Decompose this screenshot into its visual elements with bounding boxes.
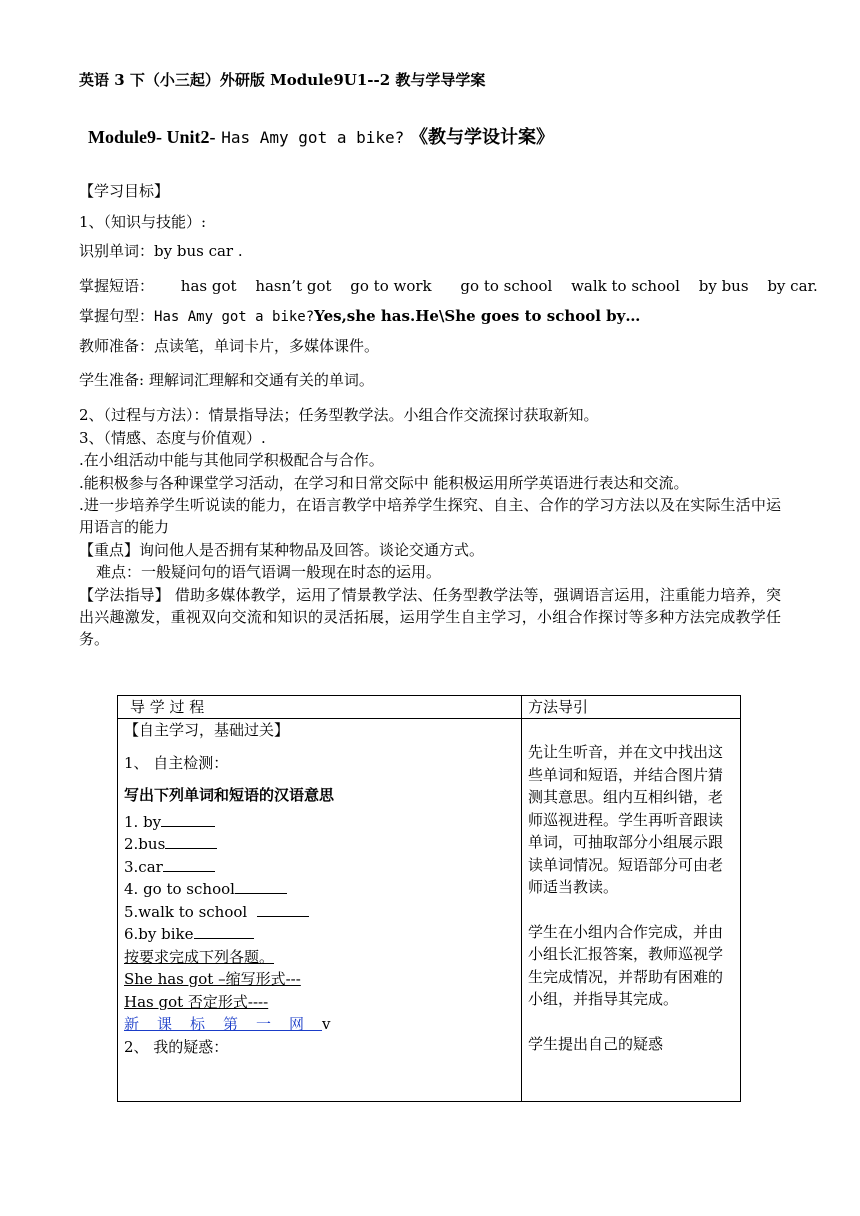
task-item: She has got –缩写形式--- xyxy=(124,970,301,988)
task-item: Has got 否定形式---- xyxy=(124,992,269,1011)
doubts-heading: 2、 我的疑惑： xyxy=(124,1037,229,1056)
objectives-heading: 【学习目标】 xyxy=(79,182,170,200)
table-header-process: 导 学 过 程 xyxy=(118,696,522,719)
answer-blank[interactable] xyxy=(161,812,215,827)
exercise-item: 1. by xyxy=(124,811,515,834)
link-line: 新课标第一网v xyxy=(124,1015,331,1033)
table-header-row xyxy=(118,696,741,719)
method-cell xyxy=(521,719,740,1102)
method-guide-text: 学生在小组内合作完成，并由小组长汇报答案，教师巡视学生完成情况，并帮助有困难的小组，并指导其完成。 xyxy=(527,922,723,1008)
exercise-item: 2.bus xyxy=(124,833,515,856)
answer-blank[interactable] xyxy=(163,857,215,872)
student-prep: 学生准备: 理解词汇理解和交通有关的单词。 xyxy=(79,371,374,389)
phrase: by bus xyxy=(698,277,749,295)
watermark-link[interactable]: 新课标第一网 xyxy=(124,1015,323,1033)
knowledge-heading: 1、（知识与技能）: xyxy=(79,213,207,231)
process-line: 2、（过程与方法）：情景指导法；任务型教学法。小组合作交流探讨获取新知。 xyxy=(79,406,599,424)
answer-blank[interactable] xyxy=(165,834,217,849)
sentence-label: 掌握句型： xyxy=(79,307,155,325)
sentence-question: Has Amy got a bike? xyxy=(154,309,315,325)
teacher-prep: 教师准备：点读笔，单词卡片，多媒体课件。 xyxy=(79,337,380,355)
section-heading: 【自主学习，基础过关】 xyxy=(124,721,290,739)
table-header-method: 方法导引 xyxy=(521,696,740,719)
answer-blank[interactable] xyxy=(194,924,254,939)
exercise-item: 3.car xyxy=(124,856,515,879)
answer-blank[interactable] xyxy=(257,902,309,917)
emotion-heading: 3、（情感、态度与价值观）. xyxy=(79,429,266,447)
words-line: 识别单词：by bus car . xyxy=(79,242,243,260)
exercise-item: 6.by bike xyxy=(124,923,515,946)
phrases-label: 掌握短语： xyxy=(79,277,155,295)
title-module: Module9- Unit2- xyxy=(88,127,216,147)
phrase: hasn’t got xyxy=(255,277,332,295)
emotion-item: .进一步培养学生听说读的能力，在语言教学中培养学生探究、自主、合作的学习方法以及在实际生活中运用语言的能力 xyxy=(79,496,781,536)
phrase: has got xyxy=(180,277,237,295)
document-header: 英语 3 下（小三起）外研版 Module9U1--2 教与学导学案 xyxy=(79,71,486,89)
instruction: 写出下列单词和短语的汉语意思 xyxy=(124,786,335,804)
emotion-item: .在小组活动中能与其他同学积极配合与合作。 xyxy=(79,451,384,469)
self-check-heading: 1、 自主检测： xyxy=(124,753,229,772)
emotion-item: .能积极参与各种课堂学习活动，在学习和日常交际中 能积极运用所学英语进行表达和交流。 xyxy=(79,474,689,492)
method-guide-text: 学生提出自己的疑惑 xyxy=(527,1034,663,1053)
process-cell xyxy=(118,719,522,1102)
sentence-answer: Yes,she has.He\She goes to school by… xyxy=(314,307,641,325)
difficulty: 难点：一般疑问句的语气语调一般现在时态的运用。 xyxy=(96,563,442,581)
table-row xyxy=(118,719,741,1102)
phrase: go to work xyxy=(350,277,432,295)
title-question: Has Amy got a bike? xyxy=(221,128,405,147)
phrase: by car. xyxy=(767,277,818,295)
method-guide: 【学法指导】 借助多媒体教学，运用了情景教学法、任务型教学法等，强调语言运用，注重能力培养，突出兴趣激发，重视双向交流和知识的灵活拓展，运用学生自主学习，小组合作探讨等多种方法完成教学任务。 xyxy=(79,586,781,648)
exercise-item: 5.walk to school xyxy=(124,901,515,924)
sentence-line xyxy=(79,306,640,327)
task-heading: 按要求完成下列各题。 xyxy=(124,947,275,966)
title-plan: 《教与学设计案》 xyxy=(410,127,554,148)
phrase: walk to school xyxy=(571,277,680,295)
lesson-table xyxy=(117,695,741,1102)
exercise-item: 4. go to school xyxy=(124,878,515,901)
method-guide-text: 先让生听音，并在文中找出这些单词和短语，并结合图片猜测其意思。组内互相纠错，老师巡视进程。学生再听音跟读单词，可抽取部分小组展示跟读单词情况。短语部分可由老师适当教读。 xyxy=(527,743,723,896)
document-title xyxy=(88,126,554,149)
key-point: 【重点】询问他人是否拥有某种物品及回答。谈论交通方式。 xyxy=(79,541,485,559)
answer-blank[interactable] xyxy=(235,879,287,894)
phrases-line xyxy=(79,276,818,296)
phrase: go to school xyxy=(460,277,553,295)
